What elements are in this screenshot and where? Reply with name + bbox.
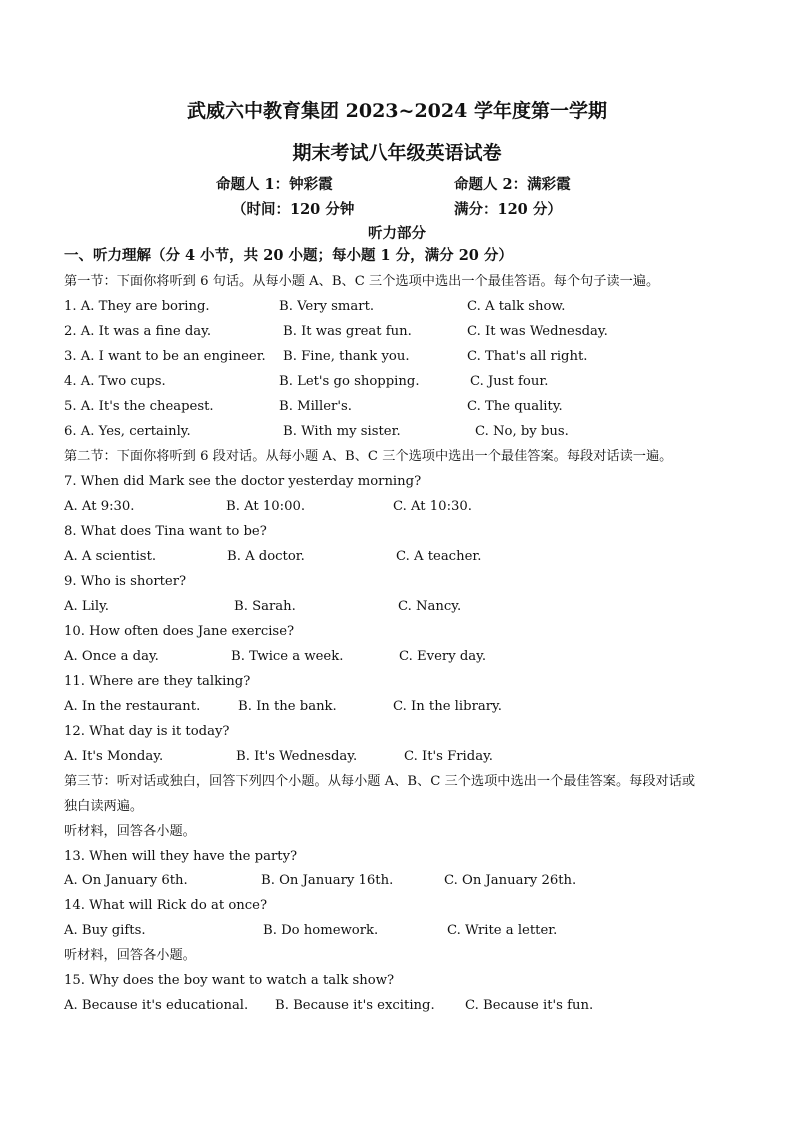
exam-subtitle: 期末考试八年级英语试卷 [292, 142, 502, 164]
option-b: B. Very smart. [279, 299, 375, 314]
option-c: C. A talk show. [467, 299, 566, 314]
option-a: A. Once a day. [64, 649, 159, 664]
option-b: B. It's Wednesday. [236, 749, 358, 764]
option-b: B. At 10:00. [226, 499, 306, 514]
exam-score: 满分：120 分） [454, 201, 562, 218]
part1-instruction: 第一节：下面你将听到 6 句话。从每小题 A、B、C 三个选项中选出一个最佳答语。每个句子读一遍。 [64, 274, 660, 289]
part3-subheading-2: 听材料，回答各小题。 [64, 948, 196, 963]
option-b: B. It was great fun. [283, 324, 412, 339]
part-label: 听力部分 [368, 225, 426, 242]
question-text: 15. Why does the boy want to watch a talk show? [64, 973, 395, 988]
option-c: C. That's all right. [467, 349, 588, 364]
part3-instruction-cont: 独白读两遍。 [64, 799, 144, 814]
option-a: 1. A. They are boring. [64, 299, 210, 314]
author-1: 命题人 1：钟彩霞 [216, 176, 333, 193]
option-b: B. In the bank. [238, 699, 337, 714]
option-b: B. Do homework. [263, 923, 379, 938]
option-c: C. Because it's fun. [465, 998, 594, 1013]
section-title: 一、听力理解（分 4 小节，共 20 小题；每小题 1 分，满分 20 分） [64, 247, 513, 264]
question-text: 12. What day is it today? [64, 724, 230, 739]
option-b: B. With my sister. [283, 424, 401, 439]
question-text: 7. When did Mark see the doctor yesterday morning? [64, 474, 422, 489]
option-a: A. Because it's educational. [64, 998, 249, 1013]
part2-instruction: 第二节：下面你将听到 6 段对话。从每小题 A、B、C 三个选项中选出一个最佳答案。每段对话读一遍。 [64, 449, 673, 464]
part3-subheading: 听材料，回答各小题。 [64, 824, 196, 839]
question-text: 13. When will they have the party? [64, 849, 298, 864]
option-c: C. It was Wednesday. [467, 324, 608, 339]
part3-instruction: 第三节：听对话或独白，回答下列四个小题。从每小题 A、B、C 三个选项中选出一个最佳答案。每段对话或 [64, 774, 696, 789]
option-b: B. Sarah. [234, 599, 296, 614]
option-a: 6. A. Yes, certainly. [64, 424, 191, 439]
option-b: B. A doctor. [227, 549, 305, 564]
option-c: C. Write a letter. [447, 923, 558, 938]
option-a: 5. A. It's the cheapest. [64, 399, 214, 414]
option-b: B. Let's go shopping. [279, 374, 420, 389]
option-c: C. On January 26th. [444, 873, 577, 888]
exam-title: 武威六中教育集团 2023~2024 学年度第一学期 [187, 100, 607, 122]
option-a: A. Lily. [64, 599, 109, 614]
question-text: 8. What does Tina want to be? [64, 524, 267, 539]
option-a: A. In the restaurant. [64, 699, 201, 714]
option-b: B. Fine, thank you. [283, 349, 410, 364]
option-c: C. A teacher. [396, 549, 482, 564]
option-a: A. A scientist. [64, 549, 157, 564]
option-c: C. No, by bus. [475, 424, 569, 439]
question-text: 10. How often does Jane exercise? [64, 624, 295, 639]
option-b: B. Because it's exciting. [275, 998, 435, 1013]
option-c: C. The quality. [467, 399, 563, 414]
option-a: A. Buy gifts. [64, 923, 146, 938]
option-c: C. At 10:30. [393, 499, 472, 514]
option-c: C. In the library. [393, 699, 502, 714]
question-text: 11. Where are they talking? [64, 674, 251, 689]
exam-time: （时间：120 分钟 [232, 201, 355, 218]
option-a: 2. A. It was a fine day. [64, 324, 212, 339]
option-c: C. It's Friday. [404, 749, 493, 764]
option-b: B. Twice a week. [231, 649, 344, 664]
option-c: C. Nancy. [398, 599, 462, 614]
option-a: 3. A. I want to be an engineer. [64, 349, 266, 364]
option-a: A. At 9:30. [64, 499, 135, 514]
option-a: A. On January 6th. [64, 873, 188, 888]
question-text: 14. What will Rick do at once? [64, 898, 268, 913]
author-2: 命题人 2：满彩霞 [454, 176, 571, 193]
option-b: B. On January 16th. [261, 873, 394, 888]
option-a: A. It's Monday. [64, 749, 164, 764]
option-c: C. Every day. [399, 649, 487, 664]
question-text: 9. Who is shorter? [64, 574, 187, 589]
option-a: 4. A. Two cups. [64, 374, 166, 389]
option-c: C. Just four. [470, 374, 549, 389]
option-b: B. Miller's. [279, 399, 352, 414]
